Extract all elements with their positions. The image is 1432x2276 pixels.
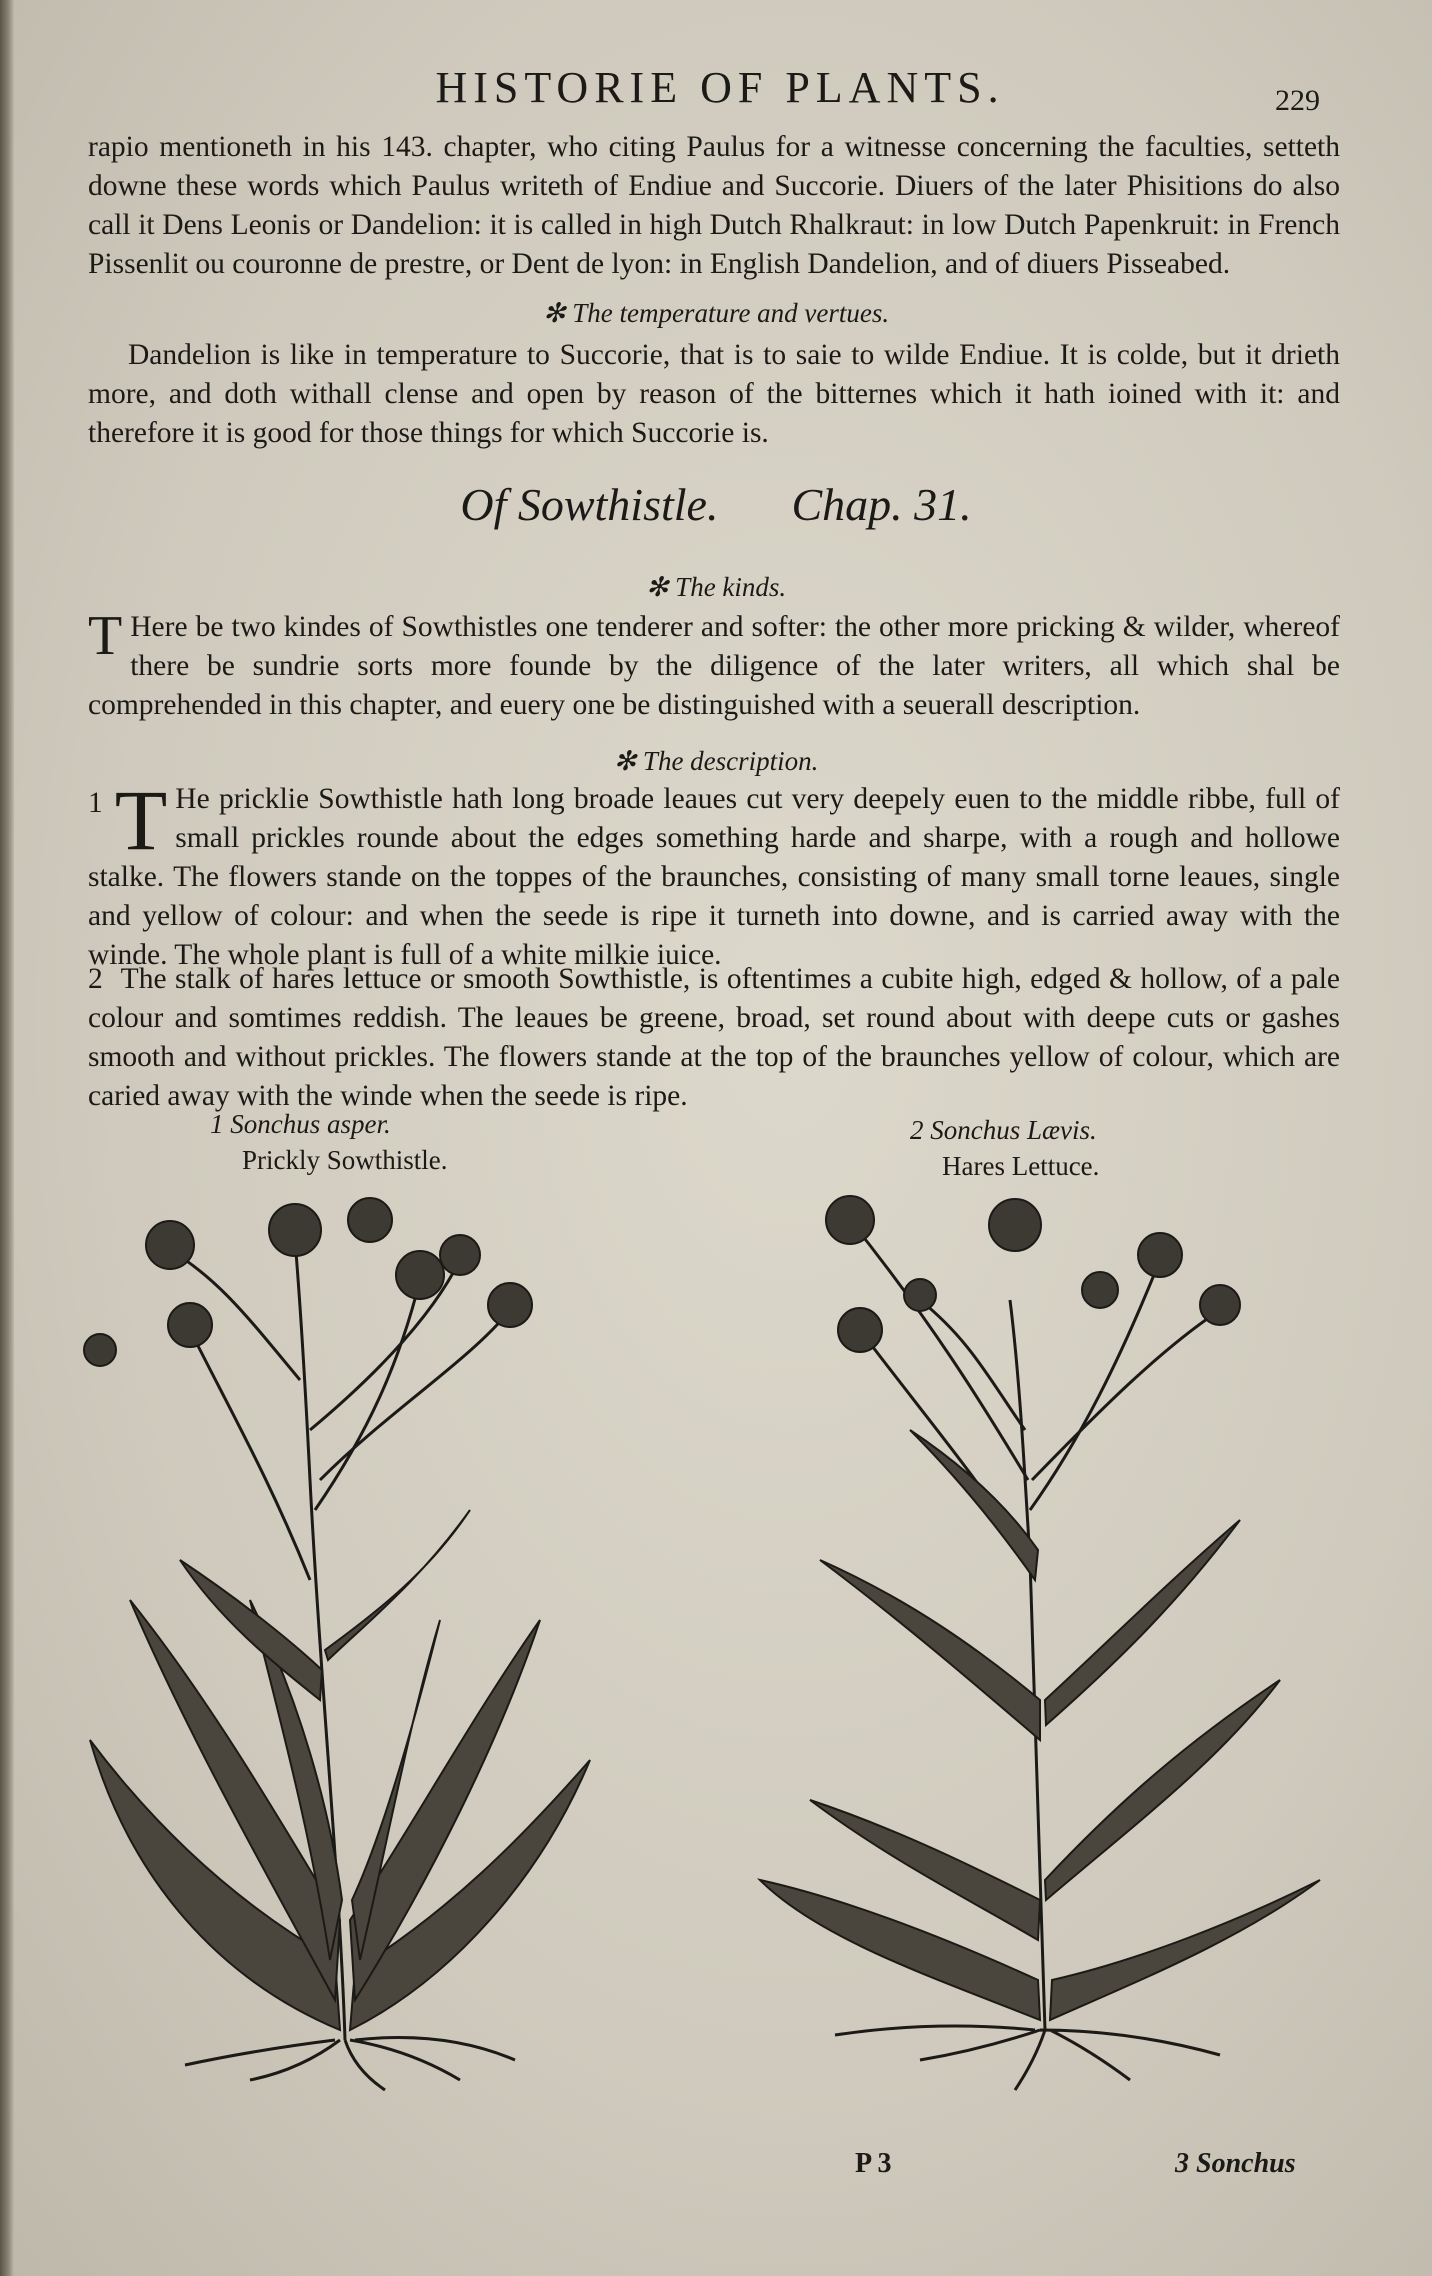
kinds-heading: ✻ The kinds.: [645, 572, 787, 602]
item-1-dropcap: T: [114, 772, 168, 868]
item-2-number: 2: [88, 963, 103, 995]
figure-1-english: Prickly Sowthistle.: [242, 1145, 448, 1175]
kinds-text: Here be two kindes of Sowthistles one tenderer and softer: the other more pricking & wilder, whereof there be sundrie sorts more founde by the diligence of the later writers, all which shal be comprehended in this chapter, and euery one be distinguished with a seuerall description.: [88, 611, 1340, 721]
intro-text: rapio mentioneth in his 143. chapter, who citing Paulus for a witnesse concerning the faculties, setteth downe these words which Paulus writeth of Endiue and Succorie. Diuers of the later Phisitions do also call it Dens Leonis or Dandelion: it is called in high Dutch Rhalkraut: in low Dutch Papenkruit: in French Pissenlit ou couronne de prestre, or Dent de lyon: in English Dandelion, and of diuers Pisseabed.: [88, 131, 1340, 280]
running-head: HISTORIE OF PLANTS.: [435, 63, 1005, 112]
woodcut-hares-lettuce: [740, 1180, 1340, 2100]
page-gutter: [0, 0, 14, 2276]
description-heading: ✻ The description.: [613, 746, 819, 776]
intro-paragraph: [88, 128, 1340, 284]
chapter-heading: [0, 478, 1432, 531]
figure-2-caption: [910, 1112, 1099, 1184]
kinds-paragraph: [88, 605, 1340, 725]
chapter-number: Chap. 31.: [791, 479, 972, 530]
woodcut-prickly-sowthistle: [70, 1180, 630, 2100]
item-1-number: 1: [88, 787, 103, 819]
page-number: 229: [1275, 84, 1320, 117]
kinds-dropcap: T: [88, 605, 123, 667]
temperature-text: Dandelion is like in temperature to Succorie, that is to saie to wilde Endiue. It is colde, but it drieth more, and doth withall clense and open by reason of the bitternes which it hath ioined with it: and therefore it is good for those things for which Succorie is.: [88, 339, 1340, 449]
description-item-2: [88, 960, 1340, 1116]
temperature-heading: ✻ The temperature and vertues.: [542, 298, 890, 328]
item-2-text: The stalk of hares lettuce or smooth Sowthistle, is oftentimes a cubite high, edged & hollow, of a pale colour and somtimes reddish. The leaues be greene, broad, set round about with deepe cuts or gashes smooth and without prickles. The flowers stande at the top of the braunches yellow of colour, which are caried away with the winde when the seede is ripe.: [88, 963, 1340, 1112]
figure-2-latin: 2 Sonchus Lævis.: [910, 1115, 1097, 1145]
item-1-text: He pricklie Sowthistle hath long broade leaues cut very deepely euen to the middle ribbe, full of small prickles rounde about the edges something harde and sharpe, with a rough and hollowe stalke. The flowers stande on the toppes of the braunches, consisting of many small torne leaues, single and yellow of colour: and when the seede is ripe it turneth into downe, and is carried away with the winde. The whole plant is full of a white milkie iuice.: [88, 783, 1340, 971]
signature-mark: P 3: [855, 2148, 892, 2179]
temperature-paragraph: [88, 336, 1340, 453]
figure-2-english: Hares Lettuce.: [942, 1151, 1100, 1181]
figure-1-latin: 1 Sonchus asper.: [210, 1109, 391, 1139]
catchword: 3 Sonchus: [1175, 2148, 1296, 2179]
chapter-title: Of Sowthistle.: [460, 479, 719, 530]
description-item-1: [88, 772, 1340, 975]
figure-1-caption: [210, 1106, 448, 1178]
